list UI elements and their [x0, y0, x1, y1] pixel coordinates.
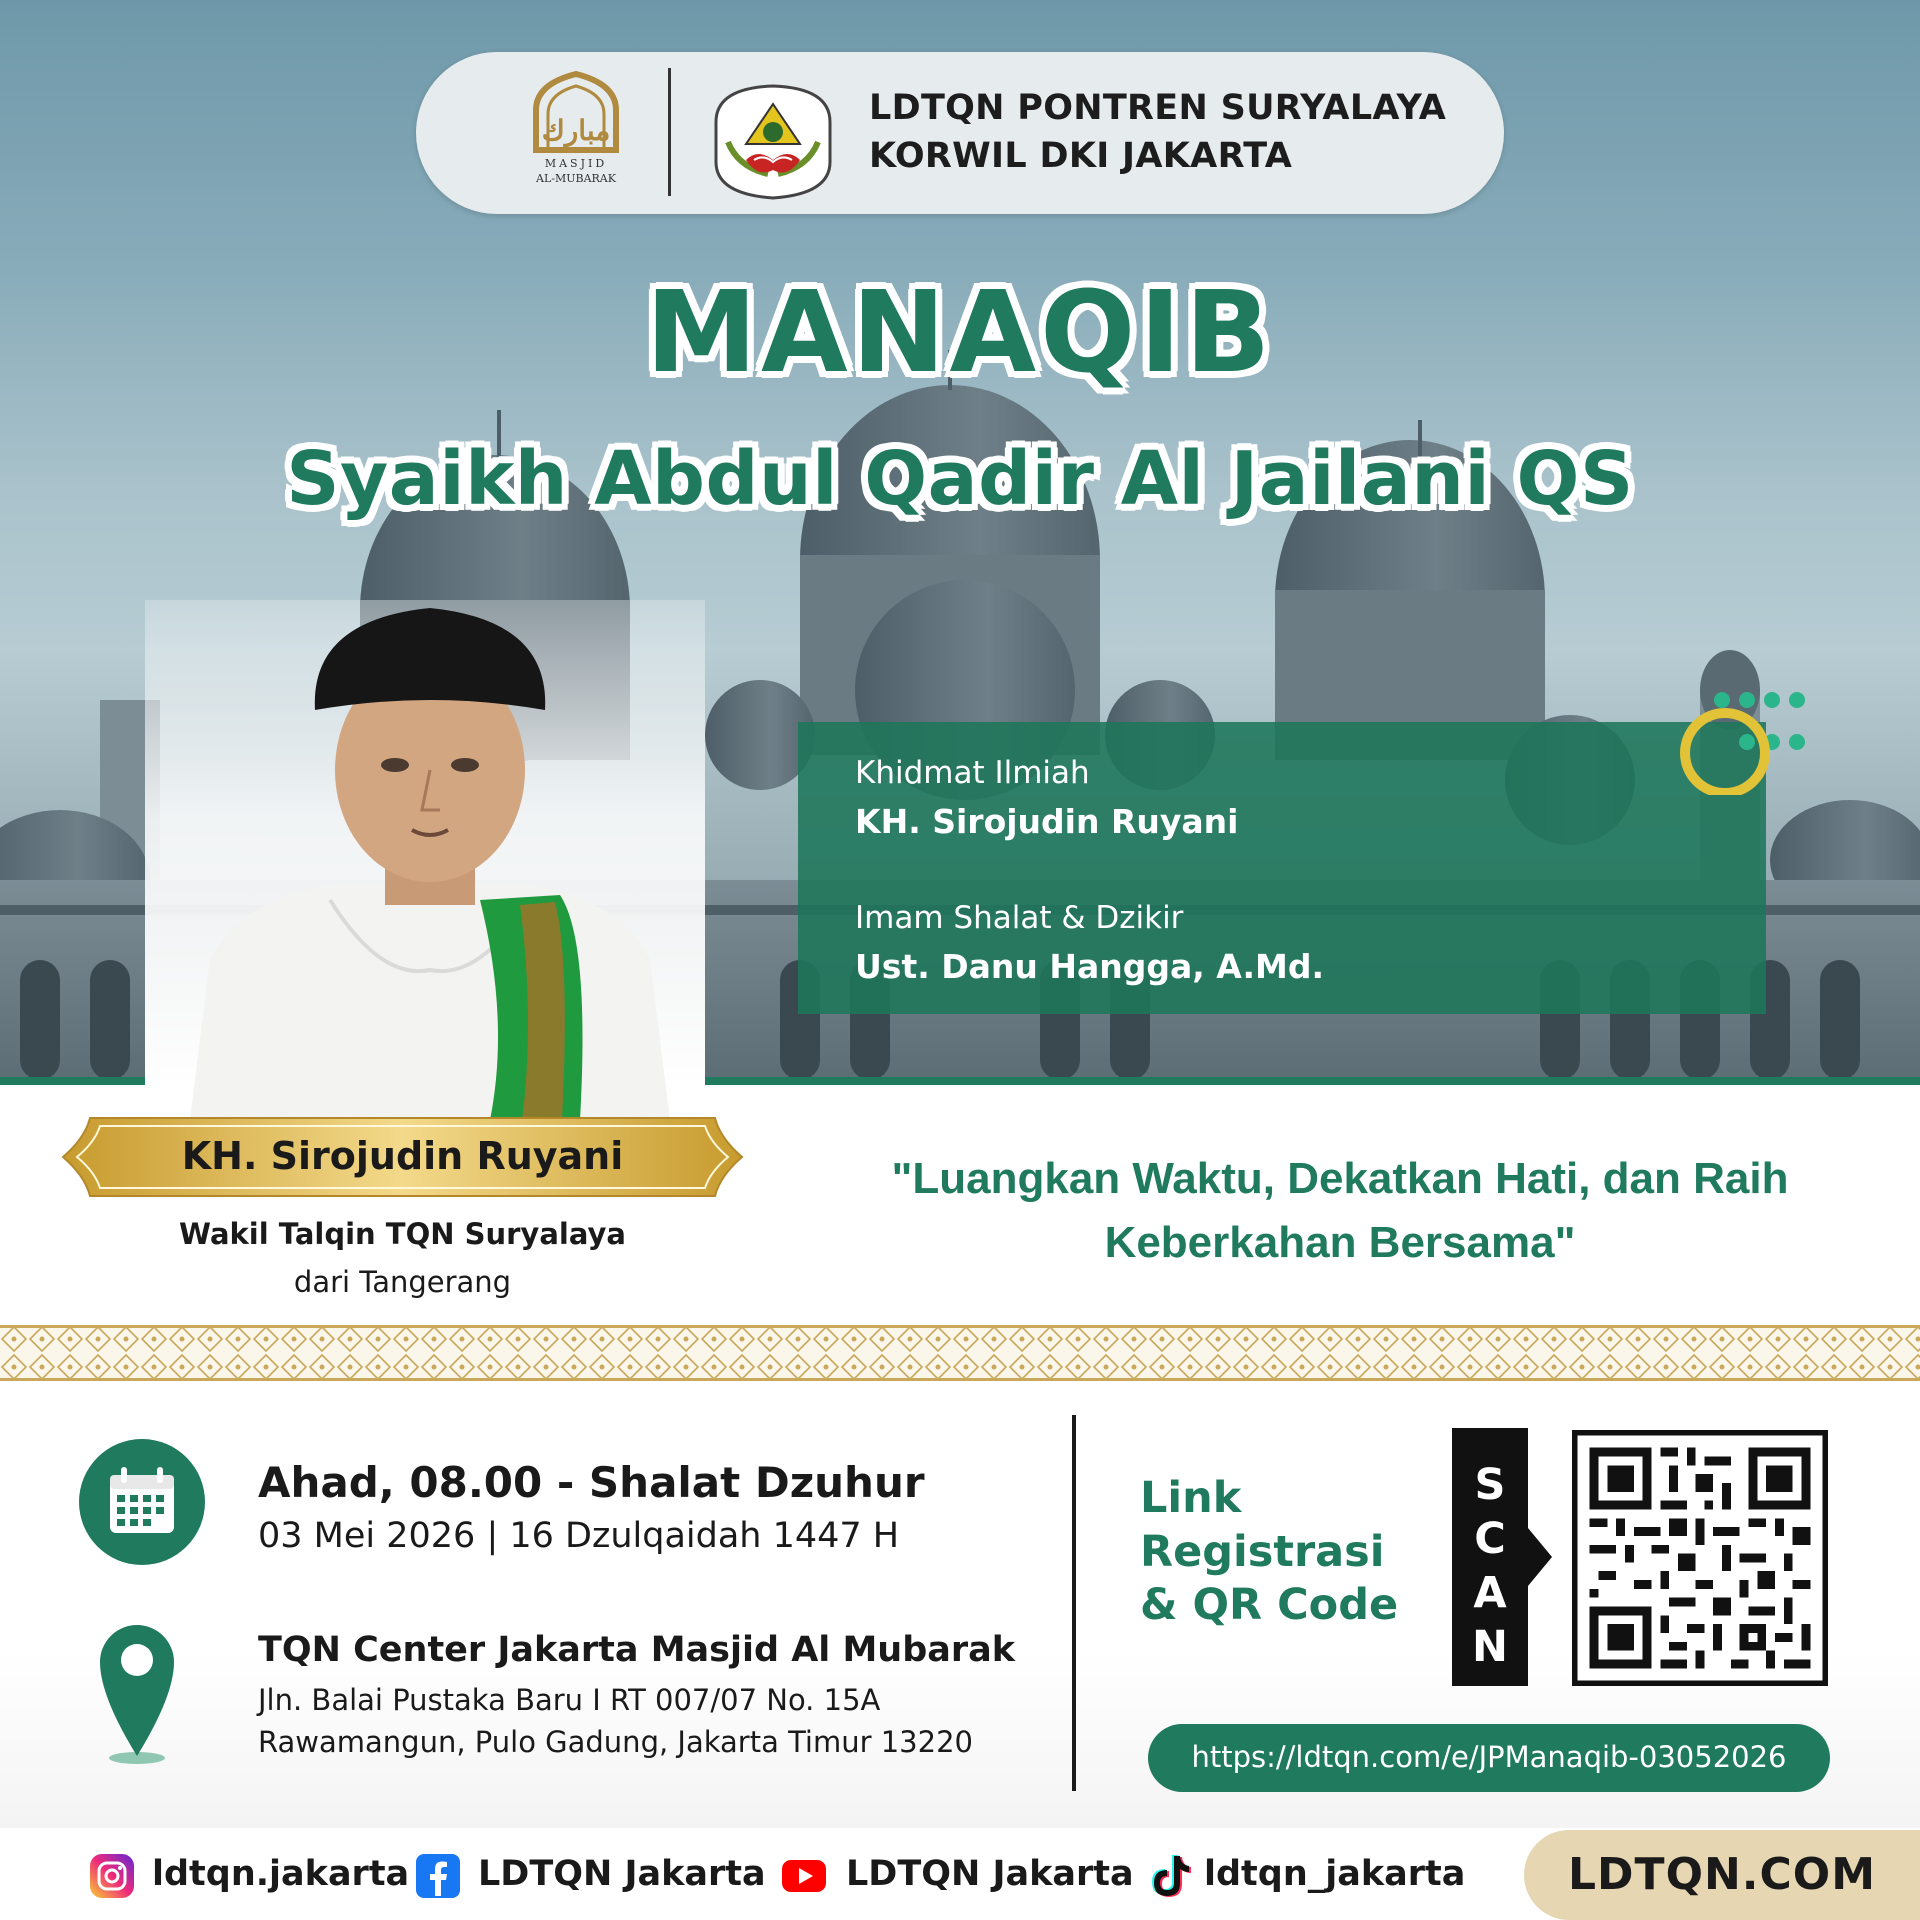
logo-line-1: MASJID — [544, 157, 608, 170]
youtube-icon[interactable] — [780, 1852, 828, 1900]
speaker-origin: dari Tangerang — [293, 1265, 512, 1299]
org-name-line-2: KORWIL DKI JAKARTA — [869, 136, 1293, 176]
speaker-portrait — [150, 600, 710, 1120]
logo-arabic-text: مبارك — [541, 114, 611, 147]
scan-label — [1468, 1458, 1512, 1674]
event-subtitle: Syaikh Abdul Qadir Al Jailani QS — [286, 436, 1634, 522]
calendar-icon — [77, 1437, 207, 1567]
venue-name: TQN Center Jakarta Masjid Al Mubarak — [258, 1630, 1016, 1670]
info-label-imam: Imam Shalat & Dzikir — [855, 900, 1184, 936]
instagram-handle[interactable]: ldtqn.jakarta — [152, 1854, 410, 1894]
info-value-khidmat: KH. Sirojudin Ruyani — [855, 802, 1239, 841]
quote-line-1: "Luangkan Waktu, Dekatkan Hati, dan Raih — [891, 1154, 1789, 1203]
qr-code-icon[interactable] — [1572, 1430, 1828, 1686]
header-divider — [668, 68, 671, 196]
scan-letter: N — [1472, 1622, 1508, 1672]
logo-line-2: AL-MUBARAK — [536, 172, 616, 185]
ornament-band — [0, 1325, 1920, 1381]
scan-letter: S — [1474, 1460, 1506, 1510]
event-title: MANAQIB — [645, 268, 1275, 398]
event-time: Ahad, 08.00 - Shalat Dzuhur — [258, 1458, 925, 1507]
instagram-icon[interactable] — [88, 1852, 136, 1900]
registration-title-line-3: & QR Code — [1140, 1580, 1399, 1630]
tiktok-icon[interactable] — [1146, 1852, 1194, 1900]
registration-title-line-2: Registrasi — [1140, 1527, 1385, 1577]
facebook-handle[interactable]: LDTQN Jakarta — [478, 1854, 766, 1894]
org-name-line-1: LDTQN PONTREN SURYALAYA — [869, 88, 1447, 128]
venue-address-line-2: Rawamangun, Pulo Gadung, Jakarta Timur 13220 — [258, 1725, 973, 1759]
decorative-dots — [1675, 685, 1835, 795]
registration-title-line-1: Link — [1140, 1473, 1242, 1523]
masjid-al-mubarak-logo — [522, 70, 630, 188]
tiktok-handle[interactable]: ldtqn_jakarta — [1204, 1854, 1466, 1894]
lembaga-dakwah-logo — [708, 82, 838, 202]
quote-line-2: Keberkahan Bersama" — [1104, 1218, 1576, 1267]
venue-address-line-1: Jln. Balai Pustaka Baru I RT 007/07 No. 15A — [258, 1683, 881, 1717]
website-link[interactable]: LDTQN.COM — [1568, 1849, 1876, 1900]
scan-letter: A — [1473, 1568, 1507, 1618]
location-pin-icon — [92, 1616, 182, 1766]
info-value-imam: Ust. Danu Hangga, A.Md. — [855, 947, 1324, 986]
speaker-name: KH. Sirojudin Ruyani — [181, 1134, 624, 1178]
info-label-khidmat: Khidmat Ilmiah — [855, 755, 1090, 791]
registration-url[interactable]: https://ldtqn.com/e/JPManaqib-03052026 — [1191, 1740, 1787, 1774]
facebook-icon[interactable] — [414, 1852, 462, 1900]
event-date: 03 Mei 2026 | 16 Dzulqaidah 1447 H — [258, 1516, 900, 1556]
scan-letter: C — [1474, 1514, 1506, 1564]
section-divider — [1072, 1415, 1076, 1791]
speaker-role: Wakil Talqin TQN Suryalaya — [179, 1217, 626, 1251]
youtube-handle[interactable]: LDTQN Jakarta — [846, 1854, 1134, 1894]
